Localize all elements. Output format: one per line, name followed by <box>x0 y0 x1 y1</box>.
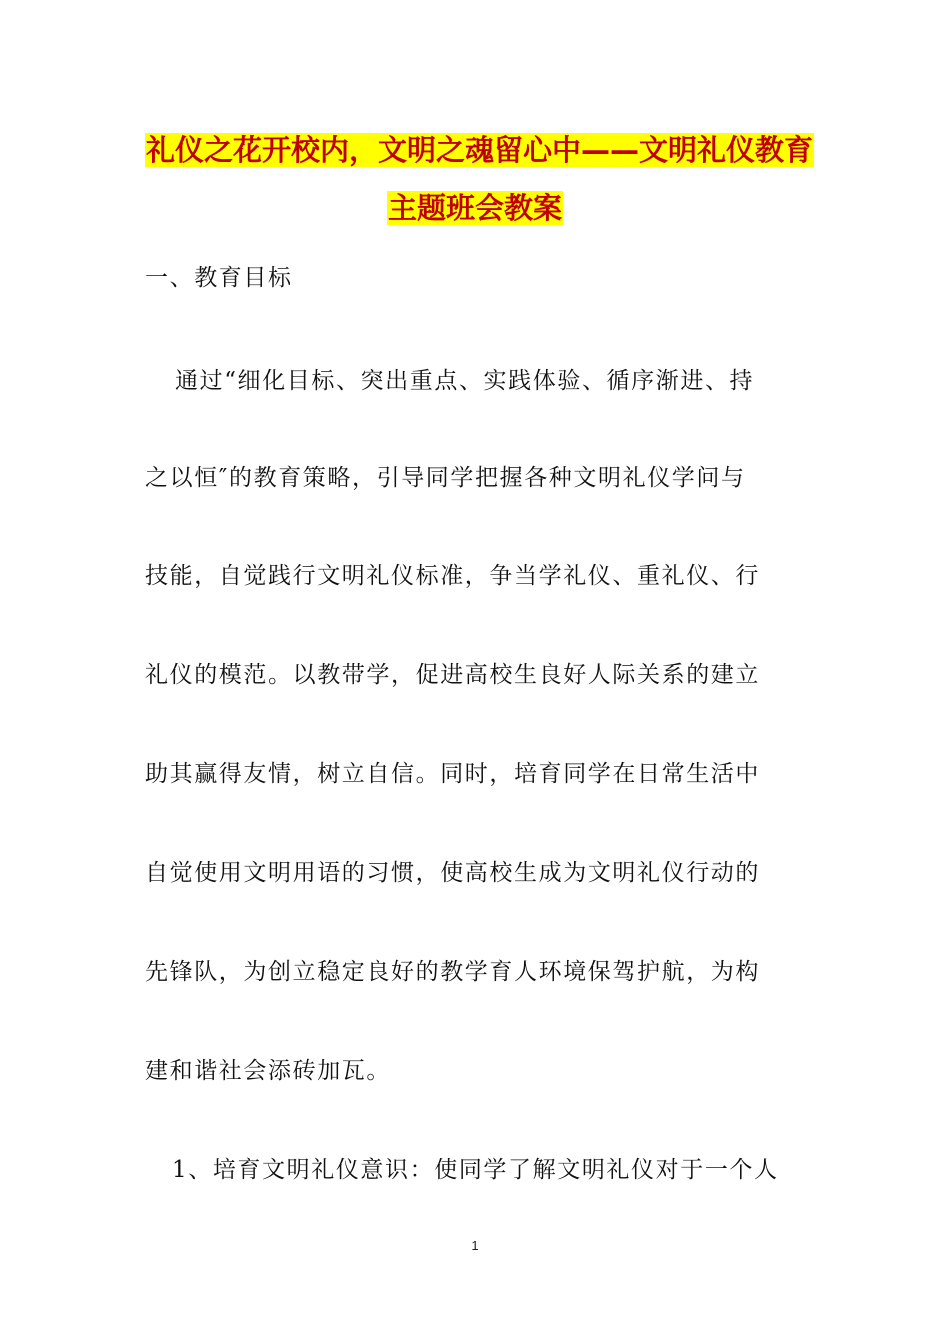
title-text-1: 礼仪之花开校内，文明之魂留心中——文明礼仪教育 <box>146 133 814 167</box>
body-line: 技能，自觉践行文明礼仪标准，争当学礼仪、重礼仪、行 <box>145 563 760 589</box>
body-line: 1、培育文明礼仪意识：使同学了解文明礼仪对于一个人 <box>172 1157 779 1183</box>
body-line: 助其赢得友情，树立自信。同时，培育同学在日常生活中 <box>145 761 760 787</box>
body-line: 之以恒″的教育策略，引导同学把握各种文明礼仪学问与 <box>145 465 746 491</box>
document-title-line-1 <box>145 130 814 170</box>
body-line: 礼仪的模范。以教带学，促进高校生良好人际关系的建立 <box>145 662 760 688</box>
document-title-line-2 <box>145 188 805 228</box>
title-text-2: 主题班会教案 <box>387 191 562 225</box>
section-heading: 一、教育目标 <box>145 265 293 291</box>
body-line: 先锋队，为创立稳定良好的教学育人环境保驾护航，为构 <box>145 959 760 985</box>
body-line: 建和谐社会添砖加瓦。 <box>145 1058 391 1084</box>
page-number: 1 <box>471 1238 479 1253</box>
body-line: 通过“细化目标、突出重点、实践体验、循序渐进、持 <box>175 368 755 394</box>
body-line: 自觉使用文明用语的习惯，使高校生成为文明礼仪行动的 <box>145 860 760 886</box>
